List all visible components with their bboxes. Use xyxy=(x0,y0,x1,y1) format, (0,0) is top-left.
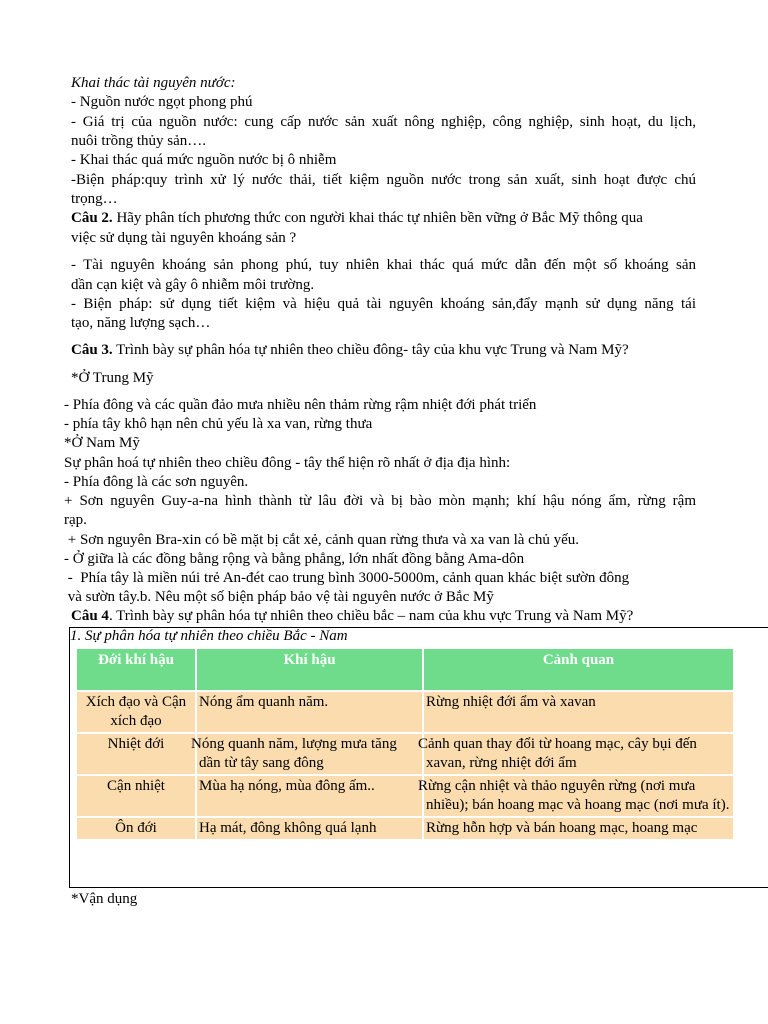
table-frame xyxy=(69,627,768,888)
text-line: rạp. xyxy=(64,512,87,528)
text-line: - Nguồn nước ngọt phong phú xyxy=(71,94,253,110)
text-line: - Giá trị của nguồn nước: cung cấp nước sản xuất nông nghiệp, công nghiệp, sinh hoạt, du lịch, xyxy=(71,114,696,130)
landscape-cell: Rừng hỗn hợp và bán hoang mạc, hoang mạc xyxy=(424,818,733,839)
zone-cell: Nhiệt đới xyxy=(77,734,195,774)
text-line: - Phía đông và các quần đảo mưa nhiều nên thảm rừng rậm nhiệt đới phát triển xyxy=(64,397,537,413)
question-2-text: Hãy phân tích phương thức con người khai thác tự nhiên bền vững ở Bắc Mỹ thông qua xyxy=(112,210,643,226)
text-line: việc sử dụng tài nguyên khoáng sản ? xyxy=(71,230,297,246)
question-4-text: . Trình bày sự phân hóa tự nhiên theo chiều bắc – nam của khu vực Trung và Nam Mỹ? xyxy=(108,608,634,624)
landscape-cell: Rừng nhiệt đới ẩm và xavan xyxy=(424,692,733,732)
climate-table xyxy=(75,647,735,841)
table-row xyxy=(77,692,733,732)
climate-cell: Mùa hạ nóng, mùa đông ấm.. xyxy=(197,776,422,816)
text-line: - phía tây khô hạn nên chủ yếu là xa van, rừng thưa xyxy=(64,416,373,432)
question-3-text: Trình bày sự phân hóa tự nhiên theo chiều đông- tây của khu vực Trung và Nam Mỹ? xyxy=(112,342,629,358)
text-line: tạo, năng lượng sạch… xyxy=(71,315,211,331)
table-header-row xyxy=(77,649,733,690)
table-row xyxy=(77,776,733,816)
text-line: - Ở giữa là các đồng bằng rộng và bằng phẳng, lớn nhất đồng bằng Ama-dôn xyxy=(64,551,525,567)
question-2 xyxy=(71,209,643,228)
text-line: Sự phân hoá tự nhiên theo chiều đông - tây thể hiện rõ nhất ở địa địa hình: xyxy=(64,455,511,471)
footer-heading: *Vận dụng xyxy=(71,891,138,907)
climate-cell: Hạ mát, đông không quá lạnh xyxy=(197,818,422,839)
header-landscape: Cảnh quan xyxy=(424,649,733,690)
table-title: 1. Sự phân hóa tự nhiên theo chiều Bắc - Nam xyxy=(70,628,348,644)
zone-cell: Cận nhiệt xyxy=(77,776,195,816)
text-line: và sườn tây.b. Nêu một số biện pháp bảo vệ tài nguyên nước ở Bắc Mỹ xyxy=(64,589,494,605)
text-line: - Biện pháp: sử dụng tiết kiệm và hiệu quả tài nguyên khoáng sản,đẩy mạnh sử dụng năng tái xyxy=(71,296,696,312)
landscape-cell: Rừng cận nhiệt và thảo nguyên rừng (nơi mưa nhiều); bán hoang mạc và hoang mạc (nơi mưa ít). xyxy=(424,776,733,816)
text-line: -Biện pháp:quy trình xử lý nước thải, tiết kiệm nguồn nước trong sản xuất, sinh hoạt được chú xyxy=(71,172,696,188)
text-line: trọng… xyxy=(71,191,118,207)
zone-cell: Ôn đới xyxy=(77,818,195,839)
landscape-cell: Cảnh quan thay đổi từ hoang mạc, cây bụi đến xavan, rừng nhiệt đới ẩm xyxy=(424,734,733,774)
header-climate: Khí hậu xyxy=(197,649,422,690)
text-line: *Ở Nam Mỹ xyxy=(64,435,140,451)
climate-cell: Nóng quanh năm, lượng mưa tăng dần từ tây sang đông xyxy=(197,734,422,774)
text-line: + Sơn nguyên Guy-a-na hình thành từ lâu đời và bị bào mòn mạnh; khí hậu nóng ẩm, rừng rậm xyxy=(64,493,696,509)
section-heading-water: Khai thác tài nguyên nước: xyxy=(71,75,236,91)
question-3 xyxy=(71,341,629,360)
text-line: - Phía đông là các sơn nguyên. xyxy=(64,474,249,490)
question-2-label: Câu 2. xyxy=(71,210,113,226)
text-line: - Tài nguyên khoáng sản phong phú, tuy nhiên khai thác quá mức dẫn đến một số khoáng sản xyxy=(71,257,696,273)
text-line: *Ở Trung Mỹ xyxy=(71,370,154,386)
header-zone: Đới khí hậu xyxy=(77,649,195,690)
text-line: - Phía tây là miền núi trẻ An-đét cao trung bình 3000-5000m, cảnh quan khác biệt sườn đông xyxy=(64,570,630,586)
zone-cell: Xích đạo và Cận xích đạo xyxy=(77,692,195,732)
table-row xyxy=(77,734,733,774)
question-3-label: Câu 3. xyxy=(71,342,113,358)
question-4-label: Câu 4 xyxy=(71,608,109,624)
text-line: nuôi trồng thủy sản…. xyxy=(71,133,206,149)
climate-cell: Nóng ẩm quanh năm. xyxy=(197,692,422,732)
text-line: - Khai thác quá mức nguồn nước bị ô nhiễm xyxy=(71,152,337,168)
text-line: + Sơn nguyên Bra-xin có bề mặt bị cắt xẻ, cảnh quan rừng thưa và xa van là chủ yếu. xyxy=(64,532,579,548)
question-4 xyxy=(71,607,633,626)
text-line: dần cạn kiệt và gây ô nhiễm môi trường. xyxy=(71,277,315,293)
table-row xyxy=(77,818,733,839)
